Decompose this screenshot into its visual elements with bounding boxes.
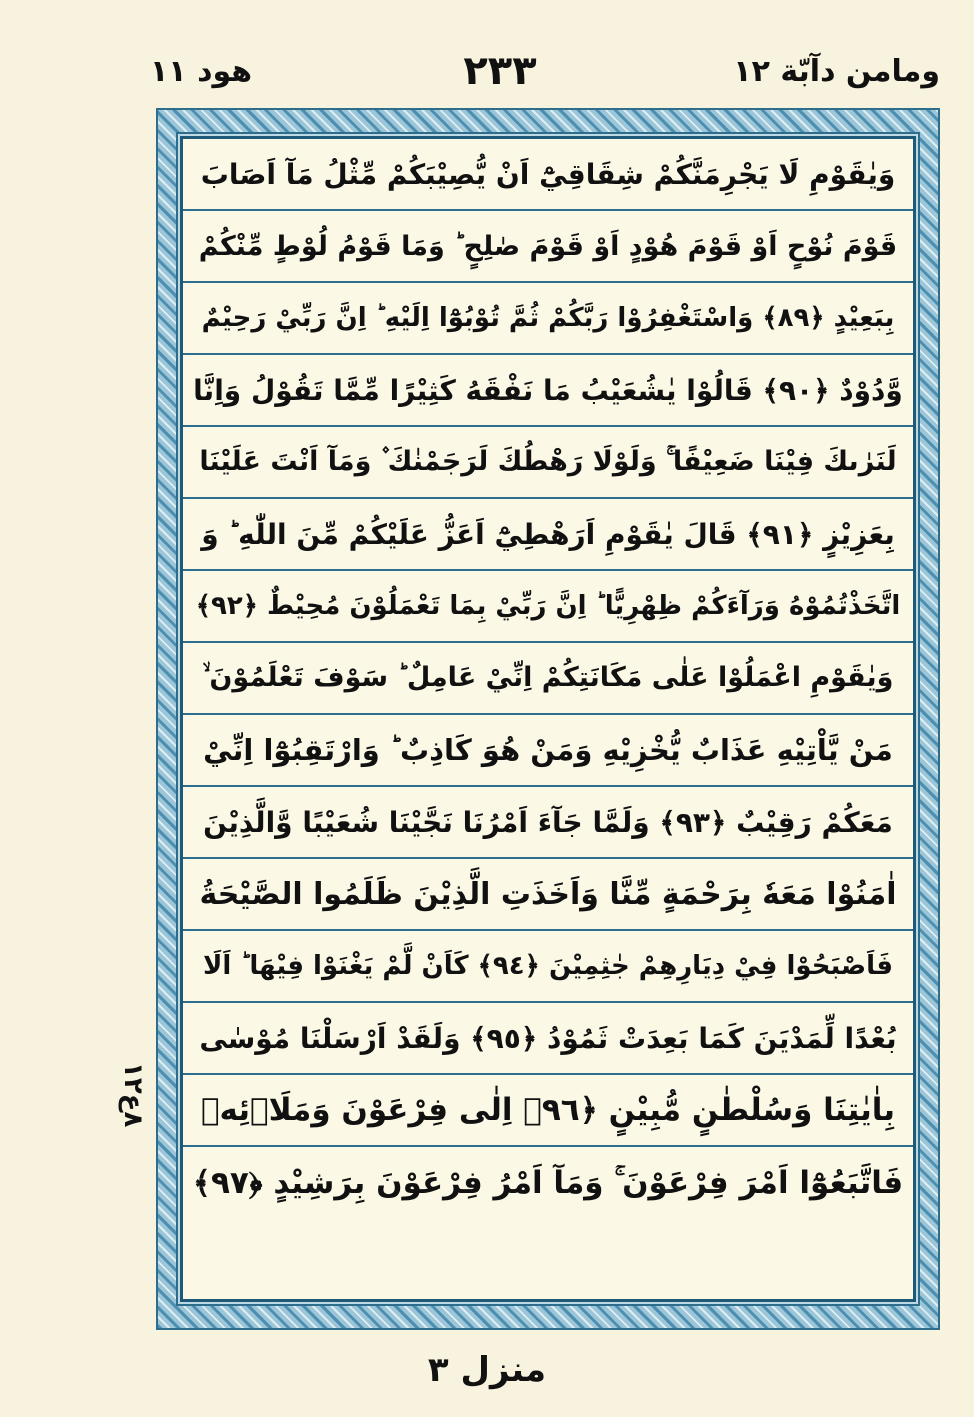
surah-name: هود ١١ (150, 54, 253, 89)
verse-line-13: بُعْدًا لِّمَدْيَنَ كَمَا بَعِدَتْ ثَمُوْدُ ﴿٩٥﴾ وَلَقَدْ اَرْسَلْنَا مُوْسٰى (183, 1003, 913, 1075)
verse-line-5: لَنَرٰىكَ فِيْنَا ضَعِيْفًا ۚ وَلَوْلَا رَهْطُكَ لَرَجَمْنٰكَ ۫ وَمَآ اَنْتَ عَلَيْنَا (183, 427, 913, 499)
verse-line-10: مَعَكُمْ رَقِيْبٌ ﴿٩٣﴾ وَلَمَّا جَآءَ اَمْرُنَا نَجَّيْنَا شُعَيْبًا وَّالَّذِيْنَ (183, 787, 913, 859)
verse-line-8: وَيٰقَوْمِ اعْمَلُوْا عَلٰى مَكَانَتِكُمْ اِنِّيْ عَامِلٌ ؕ سَوْفَ تَعْلَمُوْنَ ۙ (183, 643, 913, 715)
juz-name: ومامن دآبّة ١٢ (733, 54, 940, 89)
verse-line-2: قَوْمَ نُوْحٍ اَوْ قَوْمَ هُوْدٍ اَوْ قَوْمَ صٰلِحٍ ؕ وَمَا قَوْمُ لُوْطٍ مِّنْكُمْ (183, 211, 913, 283)
verse-line-4: وَّدُوْدٌ ﴿٩٠﴾ قَالُوْا يٰشُعَيْبُ مَا نَفْقَهُ كَثِيْرًا مِّمَّا تَقُوْلُ وَاِنَّا (183, 355, 913, 427)
verse-line-15: فَاتَّبَعُوْٓا اَمْرَ فِرْعَوْنَ ۚ وَمَآ اَمْرُ فِرْعَوْنَ بِرَشِيْدٍ ﴿٩٧﴾ (192, 1164, 904, 1201)
verse-line-1: وَيٰقَوْمِ لَا يَجْرِمَنَّكُمْ شِقَاقِيْٓ اَنْ يُّصِيْبَكُمْ مِّثْلُ مَآ اَصَابَ (183, 139, 913, 211)
manzil-footer: منزل ٣ (427, 1350, 547, 1390)
verse-line-3: بِبَعِيْدٍ ﴿٨٩﴾ وَاسْتَغْفِرُوْا رَبَّكُمْ ثُمَّ تُوْبُوْٓا اِلَيْهِ ؕ اِنَّ رَبِّيْ رَحِيْمٌ (183, 283, 913, 355)
verse-line-12: فَاَصْبَحُوْا فِيْ دِيَارِهِمْ جٰثِمِيْنَ ﴿٩٤﴾ كَاَنْ لَّمْ يَغْنَوْا فِيْهَا ؕ اَلَا (183, 931, 913, 1003)
verse-line-9: مَنْ يَّاْتِيْهِ عَذَابٌ يُّخْزِيْهِ وَمَنْ هُوَ كَاذِبٌ ؕ وَارْتَقِبُوْٓا اِنِّيْ (183, 715, 913, 787)
text-panel (180, 136, 916, 1302)
verse-line-14: بِاٰيٰتِنَا وَسُلْطٰنٍ مُّبِيْنٍ ﴿٩٦﴾ اِلٰى فِرْعَوْنَ وَمَلَا۟ئِهٖ (183, 1075, 913, 1147)
ruku-marker: ٨ع١٢ (118, 1062, 148, 1128)
verse-line-6: بِعَزِيْزٍ ﴿٩١﴾ قَالَ يٰقَوْمِ اَرَهْطِيْٓ اَعَزُّ عَلَيْكُمْ مِّنَ اللّٰهِ ؕ وَ (183, 499, 913, 571)
verse-line-11: اٰمَنُوْا مَعَهٗ بِرَحْمَةٍ مِّنَّا وَاَخَذَتِ الَّذِيْنَ ظَلَمُوا الصَّيْحَةُ (183, 859, 913, 931)
verse-lines (183, 139, 913, 1299)
ornamental-frame (156, 108, 940, 1330)
page-number: ٢٣٣ (463, 48, 537, 94)
verse-line-7: اتَّخَذْتُمُوْهُ وَرَآءَكُمْ ظِهْرِيًّا ؕ اِنَّ رَبِّيْ بِمَا تَعْمَلُوْنَ مُحِيْطٌ ﴿٩٢﴾ (183, 571, 913, 643)
page-header (0, 48, 974, 98)
